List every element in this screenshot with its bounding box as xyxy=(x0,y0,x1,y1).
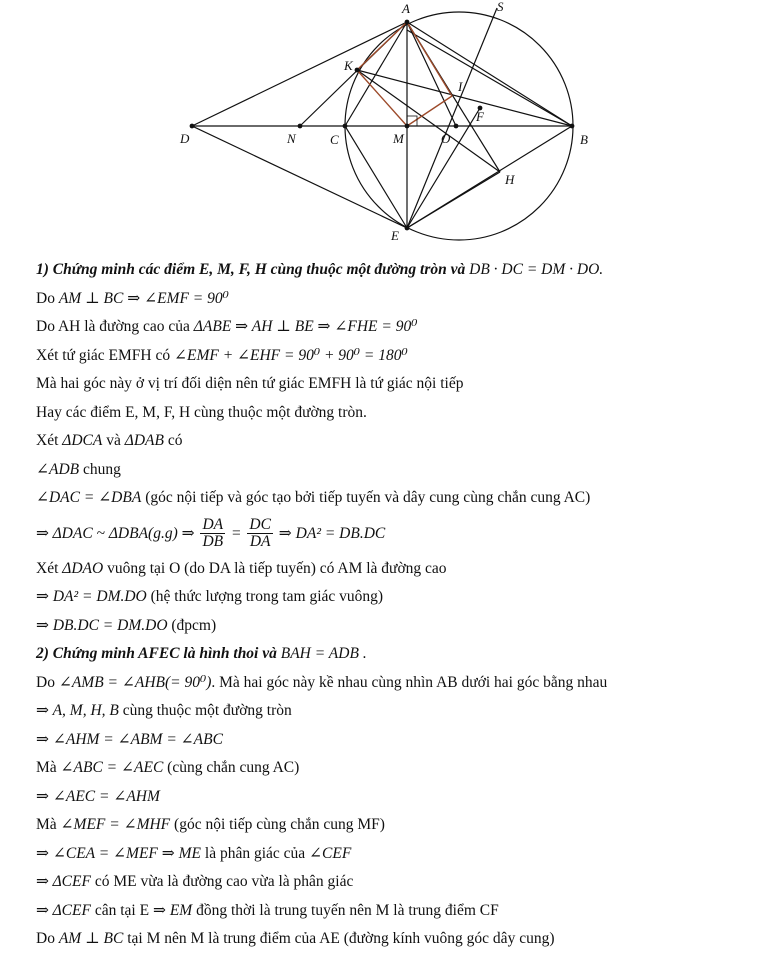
solution-line xyxy=(36,427,766,456)
solution-line xyxy=(36,612,766,641)
solution-line xyxy=(36,840,766,869)
line-math: ⇒ ∠AEC = ∠AHM xyxy=(36,787,160,805)
solution-line xyxy=(36,726,766,755)
line-post: cân tại E xyxy=(90,901,153,919)
label-c: C xyxy=(330,132,339,147)
line-math: ⇒ ΔCEF xyxy=(36,901,91,919)
solution-line xyxy=(36,555,766,584)
frac-post: ⇒ DA² = DB.DC xyxy=(274,524,386,542)
line-eh xyxy=(407,172,500,228)
solution-line xyxy=(36,925,766,954)
label-e: E xyxy=(391,228,399,243)
line-pre: Xét xyxy=(36,432,63,449)
solution-line xyxy=(36,640,766,669)
line-math: ∠MEF = ∠MHF xyxy=(60,816,171,833)
point-b xyxy=(570,124,575,129)
solution-line xyxy=(36,669,766,698)
fraction-denominator: DA xyxy=(249,533,271,551)
fraction-numerator: DA xyxy=(202,516,224,534)
line-math2: ⇒ EM xyxy=(152,901,193,919)
point-m xyxy=(405,124,410,129)
line-math: ⇒ DA² = DM.DO xyxy=(36,588,147,605)
label-m: M xyxy=(393,131,404,146)
solution-line xyxy=(36,811,766,840)
line-de xyxy=(192,126,407,228)
line-math: ∠ABC = ∠AEC xyxy=(60,759,164,776)
line-math: ΔABE ⇒ AH ⊥ BE ⇒ ∠FHE = 90⁰ xyxy=(193,318,418,335)
solution-line xyxy=(36,313,766,342)
label-h: H xyxy=(505,172,515,187)
line-post2: có xyxy=(164,432,183,449)
line-math: ⇒ ∠AHM = ∠ABM = ∠ABC xyxy=(36,730,223,748)
label-f: F xyxy=(476,109,484,124)
line-post: (cùng chắn cung AC) xyxy=(163,759,300,776)
line-text: Hay các điểm E, M, F, H cùng thuộc một đường tròn. xyxy=(36,403,367,421)
solution-line xyxy=(36,484,766,513)
label-i: I xyxy=(458,79,463,94)
line-post: và xyxy=(102,432,125,449)
line-pre: Mà xyxy=(36,759,61,776)
label-n: N xyxy=(287,131,296,146)
line-math: ⇒ ΔCEF xyxy=(36,873,91,890)
line-pre: Xét tứ giác EMFH có xyxy=(36,346,174,364)
solution-text xyxy=(36,256,766,954)
solution-line xyxy=(36,513,766,555)
label-a: A xyxy=(402,1,410,16)
line-math: AM ⊥ BC xyxy=(58,930,124,947)
heading-text: 2) Chứng minh AFEC là hình thoi và xyxy=(36,645,281,662)
line-math: AM ⊥ BC ⇒ ∠EMF = 90⁰ xyxy=(58,289,229,307)
line-post: (hệ thức lượng trong tam giác vuông) xyxy=(146,588,384,605)
line-post: vuông tại O (do DA là tiếp tuyến) có AM là đường cao xyxy=(103,559,447,577)
line-pre: Do AH là đường cao của xyxy=(36,318,194,335)
line-post: (góc nội tiếp cùng chắn cung MF) xyxy=(170,816,385,833)
line-math: ΔDAO xyxy=(62,559,104,577)
solution-line xyxy=(36,754,766,783)
point-e xyxy=(405,226,410,231)
line-post: chung xyxy=(79,460,121,478)
line-da xyxy=(192,22,407,126)
line-pre: Do xyxy=(36,289,59,307)
solution-line xyxy=(36,399,766,428)
label-o: O xyxy=(441,131,451,146)
heading-math: DB · DC = DM · DO. xyxy=(469,261,604,278)
point-k xyxy=(355,68,360,73)
label-d: D xyxy=(180,131,190,146)
line-post: (đpcm) xyxy=(167,616,217,634)
geometry-diagram xyxy=(0,0,779,250)
line-pre: Do xyxy=(36,930,59,947)
point-o xyxy=(454,124,459,129)
solution-line xyxy=(36,783,766,812)
solution-line xyxy=(36,256,766,285)
frac-mid: = xyxy=(227,524,246,542)
fraction-numerator: DC xyxy=(249,516,271,534)
line-math: ∠DAC = ∠DBA xyxy=(36,489,142,506)
label-s: S xyxy=(497,0,504,14)
line-math: ∠AMB = ∠AHB(= 90⁰) xyxy=(58,673,212,691)
solution-line xyxy=(36,583,766,612)
line-pre: Mà xyxy=(36,816,61,833)
solution-line xyxy=(36,285,766,314)
line-post: (góc nội tiếp và góc tạo bởi tiếp tuyến và dây cung cùng chắn cung AC) xyxy=(141,489,591,506)
point-c xyxy=(343,124,348,129)
line-post2: đồng thời là trung tuyến nên M là trung điểm CF xyxy=(192,901,499,919)
line-math: ∠EMF + ∠EHF = 90⁰ + 90⁰ = 180⁰ xyxy=(173,346,408,364)
line-pre: Xét xyxy=(36,559,63,577)
solution-line xyxy=(36,897,766,926)
fraction xyxy=(247,517,273,550)
line-post: có ME vừa là đường cao vừa là phân giác xyxy=(90,873,354,890)
line-math: ⇒ ∠CEA = ∠MEF ⇒ ME xyxy=(36,844,202,862)
point-a xyxy=(405,20,410,25)
fraction-denominator: DB xyxy=(202,533,224,551)
line-post: cùng thuộc một đường tròn xyxy=(118,702,292,719)
line-pre: Do xyxy=(36,673,59,691)
line-post: là phân giác của xyxy=(201,844,310,862)
line-math: ⇒ A, M, H, B xyxy=(36,702,119,719)
geometry-figure xyxy=(0,0,779,250)
fraction xyxy=(200,517,225,550)
solution-line xyxy=(36,342,766,371)
line-math: ⇒ DB.DC = DM.DO xyxy=(36,616,168,634)
line-post: tại M nên M là trung điểm của AE (đường kính vuông góc dây cung) xyxy=(123,930,555,947)
solution-line xyxy=(36,868,766,897)
heading-text: 1) Chứng minh các điểm E, M, F, H cùng thuộc một đường tròn và xyxy=(36,261,470,278)
solution-line xyxy=(36,370,766,399)
frac-pre: ⇒ ΔDAC ~ ΔDBA(g.g) ⇒ xyxy=(36,524,199,542)
line-math: ΔDCA xyxy=(62,432,103,449)
label-b: B xyxy=(580,132,588,147)
solution-line xyxy=(36,697,766,726)
seg-km xyxy=(357,70,407,126)
heading-math: BAH = ADB . xyxy=(280,645,367,662)
label-k: K xyxy=(344,58,353,73)
line-xb xyxy=(407,30,572,126)
line-post: . Mà hai góc này kề nhau cùng nhìn AB dưới hai góc bằng nhau xyxy=(211,673,608,691)
line-kb xyxy=(357,70,572,126)
line-math2: ΔDAB xyxy=(124,432,164,449)
point-d xyxy=(190,124,195,129)
line-math2: ∠CEF xyxy=(309,844,352,862)
point-n xyxy=(298,124,303,129)
solution-line xyxy=(36,456,766,485)
line-math: ∠ADB xyxy=(36,460,80,478)
line-text: Mà hai góc này ở vị trí đối diện nên tứ giác EMFH là tứ giác nội tiếp xyxy=(36,375,464,392)
